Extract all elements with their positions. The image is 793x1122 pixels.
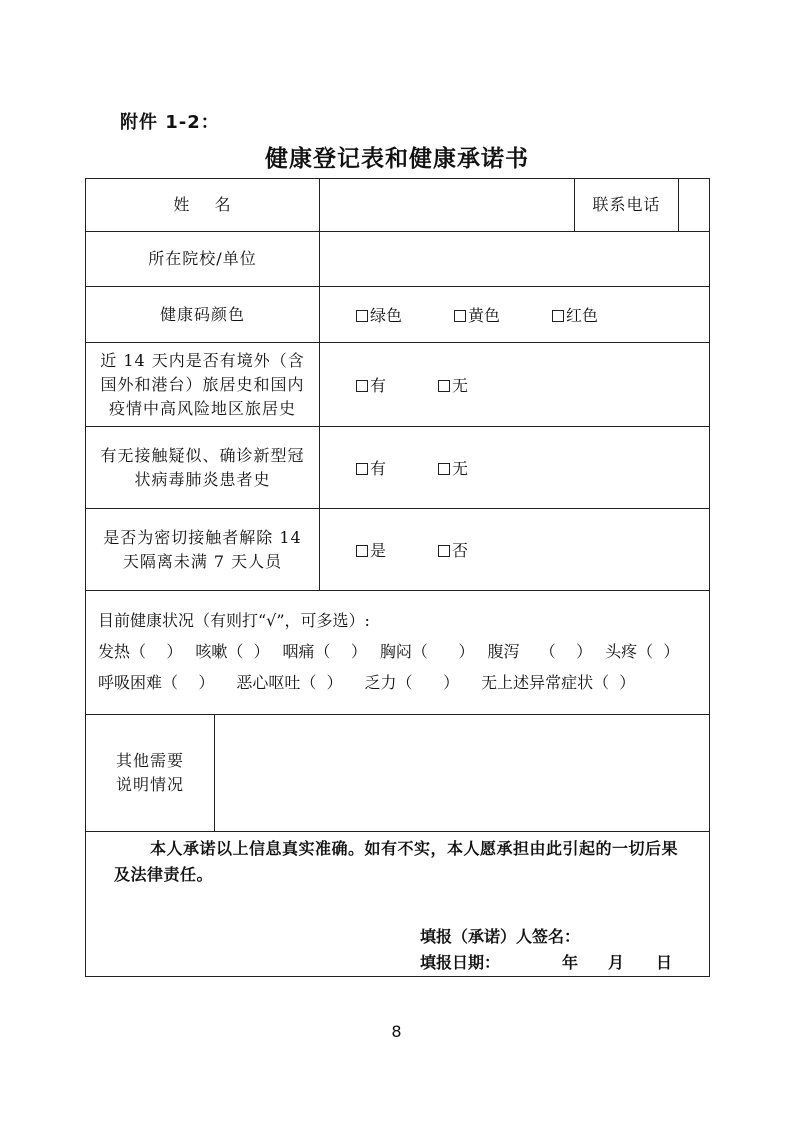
travel-row	[86, 343, 710, 427]
close-option-no[interactable]: 否	[438, 538, 468, 561]
health-code-row	[86, 287, 710, 343]
close-contact-options	[320, 509, 710, 591]
school-label: 所在院校/单位	[86, 232, 320, 287]
travel-options	[320, 343, 710, 427]
code-option-red[interactable]: 红色	[552, 303, 598, 326]
checkbox-icon[interactable]	[356, 463, 368, 475]
close-contact-label: 是否为密切接触者解除 14 天隔离未满 7 天人员	[86, 509, 320, 591]
checkbox-icon[interactable]	[356, 545, 368, 557]
checkbox-icon[interactable]	[438, 380, 450, 392]
symptom-chest-tightness[interactable]: 胸闷（ ）	[379, 642, 475, 661]
travel-option-yes[interactable]: 有	[356, 373, 386, 396]
date-label: 填报日期：	[420, 953, 501, 972]
code-option-green[interactable]: 绿色	[356, 303, 402, 326]
name-field[interactable]	[320, 179, 575, 232]
name-row	[86, 179, 710, 232]
phone-field[interactable]	[679, 179, 709, 231]
checkbox-icon[interactable]	[438, 463, 450, 475]
name-label	[86, 179, 320, 232]
attachment-label: 附件 1-2：	[120, 112, 220, 133]
symptom-none[interactable]: 无上述异常症状（ ）	[481, 673, 636, 692]
code-option-yellow[interactable]: 黄色	[454, 303, 500, 326]
symptom-diarrhea[interactable]: 腹泻 （ ）	[487, 642, 593, 661]
health-code-label: 健康码颜色	[86, 287, 320, 343]
symptom-headache[interactable]: 头疼（ ）	[605, 642, 680, 661]
checkbox-icon[interactable]	[356, 380, 368, 392]
close-option-yes[interactable]: 是	[356, 538, 386, 561]
date-line	[420, 950, 680, 973]
pledge-text: 本人承诺以上信息真实准确。如有不实，本人愿承担由此引起的一切后果及法律责任。	[114, 839, 679, 884]
symptom-cough[interactable]: 咳嗽（ ）	[195, 642, 270, 661]
health-status-row	[86, 591, 710, 715]
other-label: 其他需要 说明情况	[86, 715, 215, 832]
date-day: 日	[656, 953, 673, 972]
pledge-row	[86, 832, 710, 977]
travel-label: 近 14 天内是否有境外（含 国外和港台）旅居史和国内 疫情中高风险地区旅居史	[86, 343, 320, 427]
contact-label: 有无接触疑似、确诊新型冠 状病毒肺炎患者史	[86, 427, 320, 509]
contact-option-yes[interactable]: 有	[356, 456, 386, 479]
school-field[interactable]	[320, 232, 710, 287]
symptom-fatigue[interactable]: 乏力（ ）	[364, 673, 460, 692]
contact-option-no[interactable]: 无	[438, 456, 468, 479]
contact-options	[320, 427, 710, 509]
checkbox-icon[interactable]	[356, 310, 368, 322]
name-label-text: 姓 名	[173, 195, 232, 214]
health-status-intro: 目前健康状况（有则打“√”，可多选）:	[98, 611, 370, 630]
signature-label: 填报（承诺）人签名：	[420, 927, 581, 946]
checkbox-icon[interactable]	[438, 545, 450, 557]
health-code-options	[320, 287, 710, 343]
symptom-breathing-difficulty[interactable]: 呼吸困难（ ）	[98, 673, 215, 692]
contact-row	[86, 427, 710, 509]
symptom-sore-throat[interactable]: 咽痛（ ）	[282, 642, 367, 661]
page-number: 8	[391, 1022, 402, 1041]
checkbox-icon[interactable]	[454, 310, 466, 322]
form-title: 健康登记表和健康承诺书	[265, 145, 529, 172]
other-field[interactable]	[215, 715, 710, 832]
symptom-fever[interactable]: 发热（ ）	[98, 642, 183, 661]
date-year: 年	[562, 953, 579, 972]
health-form-body	[85, 178, 710, 977]
date-month: 月	[608, 953, 625, 972]
travel-option-no[interactable]: 无	[438, 373, 468, 396]
school-row	[86, 232, 710, 287]
symptom-nausea[interactable]: 恶心呕吐（ ）	[236, 673, 343, 692]
phone-label: 联系电话	[575, 179, 679, 231]
pledge-section	[86, 832, 710, 977]
checkbox-icon[interactable]	[552, 310, 564, 322]
health-status-section	[86, 591, 710, 715]
symptom-line-2	[98, 667, 697, 698]
other-row	[86, 715, 710, 832]
symptom-line-1	[98, 636, 697, 667]
close-contact-row	[86, 509, 710, 591]
